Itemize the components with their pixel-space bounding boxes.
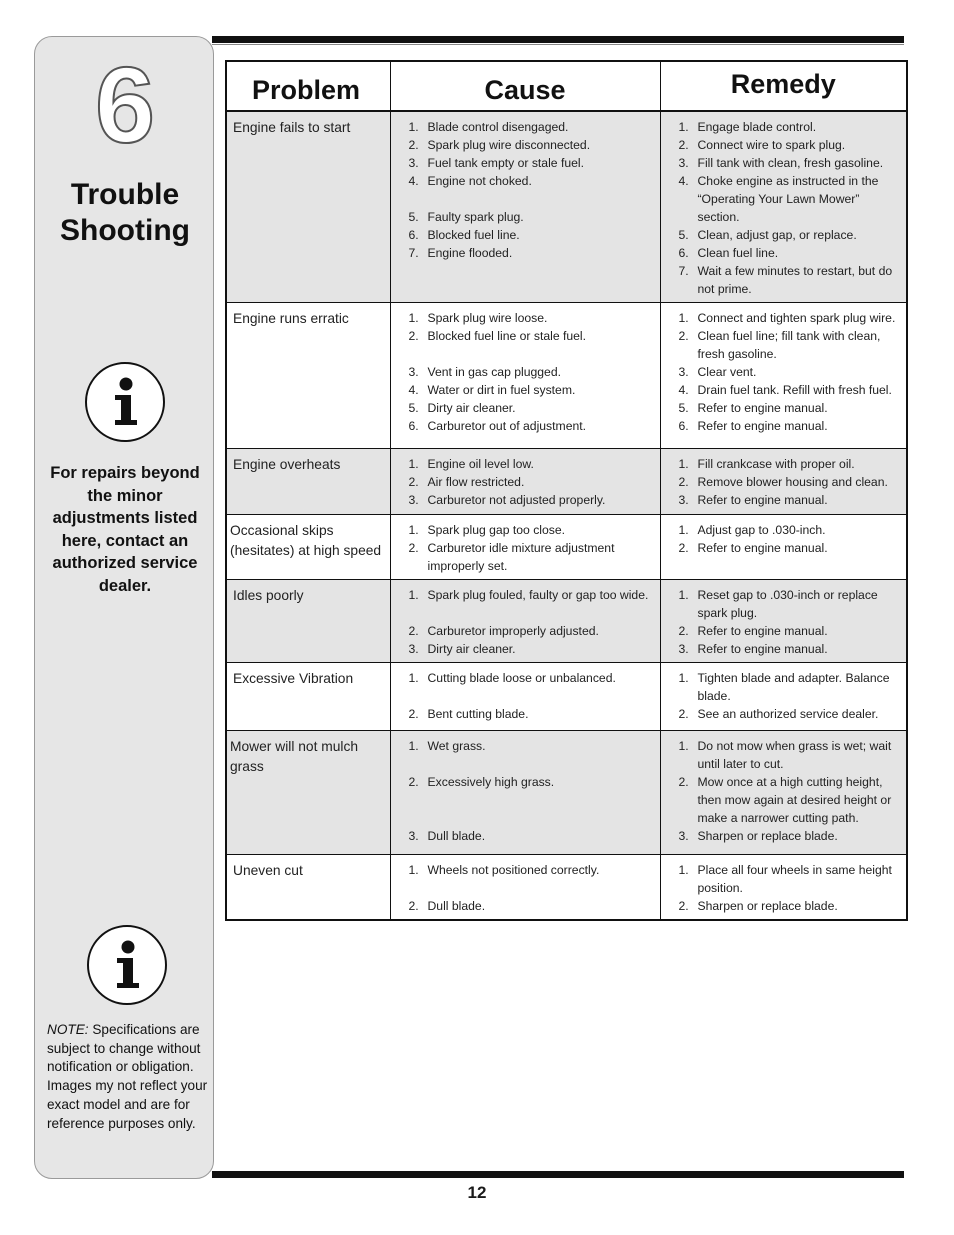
list-item: 3. Sharpen or replace blade.	[678, 829, 838, 843]
list-item: 2. See an authorized service dealer.	[678, 707, 879, 721]
list-item: 3. Fuel tank empty or stale fuel.	[408, 156, 584, 170]
problem-cell: Mower will not mulch grass	[226, 731, 390, 855]
repair-note: For repairs beyond the minor adjustments listed here, contact an authorized service dealer.	[50, 464, 200, 595]
chapter-number: 6	[94, 44, 156, 165]
remedy-cell	[660, 515, 907, 580]
table-header-row	[226, 61, 907, 111]
list-item: 4. Choke engine as instructed in the “Operating Your Lawn Mower” section.	[678, 174, 879, 224]
list-item: 5. Dirty air cleaner.	[408, 401, 516, 415]
cause-cell	[390, 663, 660, 731]
list-item: 1. Tighten blade and adapter. Balance blade.	[678, 671, 890, 703]
table-row	[226, 303, 907, 449]
list-item: 2. Connect wire to spark plug.	[678, 138, 846, 152]
remedy-cell	[660, 663, 907, 731]
list-item: 2. Blocked fuel line or stale fuel.	[408, 329, 587, 343]
list-item: 3. Dirty air cleaner.	[408, 642, 516, 656]
table-row	[226, 731, 907, 855]
cause-cell	[390, 515, 660, 580]
list-item: 1. Wet grass.	[408, 739, 486, 753]
list-item: 3. Vent in gas cap plugged.	[408, 365, 561, 379]
list-item: 1. Engine oil level low.	[408, 457, 534, 471]
list-item: 4. Engine not choked.	[408, 174, 532, 188]
list-item: 2. Refer to engine manual.	[678, 541, 828, 555]
page-number: 12	[467, 1183, 487, 1202]
list-item: 6. Refer to engine manual.	[678, 419, 828, 433]
remedy-cell	[660, 855, 907, 921]
remedy-cell	[660, 111, 907, 303]
problem-cell: Uneven cut	[226, 855, 390, 921]
remedy-cell	[660, 449, 907, 515]
chapter-title-line1: Trouble	[70, 178, 180, 211]
problem-cell: Excessive Vibration	[226, 663, 390, 731]
list-item: 7. Wait a few minutes to restart, but do not prime.	[678, 264, 893, 296]
list-item: 3. Carburetor not adjusted properly.	[408, 493, 606, 507]
info-icon	[87, 925, 167, 1005]
table-row	[226, 515, 907, 580]
problem-cell: Engine overheats	[226, 449, 390, 515]
header-cause: Cause	[390, 61, 660, 111]
problem-cell: Engine fails to start	[226, 111, 390, 303]
problem-cell: Idles poorly	[226, 580, 390, 663]
list-item: 3. Fill tank with clean, fresh gasoline.	[678, 156, 884, 170]
problem-cell: Engine runs erratic	[226, 303, 390, 449]
header-remedy: Remedy	[660, 61, 907, 111]
top-rule-shadow	[212, 44, 904, 45]
list-item: 5. Faulty spark plug.	[408, 210, 524, 224]
list-item: 2. Remove blower housing and clean.	[678, 475, 888, 489]
list-item: 1. Cutting blade loose or unbalanced.	[408, 671, 616, 685]
list-item: 3. Refer to engine manual.	[678, 493, 828, 507]
list-item: 5. Refer to engine manual.	[678, 401, 828, 415]
header-problem: Problem	[226, 61, 390, 111]
chapter-title-line2: Shooting	[60, 214, 190, 247]
list-item: 1. Reset gap to .030-inch or replace spark plug.	[678, 588, 878, 620]
list-item: 2. Air flow restricted.	[408, 475, 525, 489]
cause-cell	[390, 303, 660, 449]
specification-note	[47, 1021, 209, 1133]
list-item: 4. Water or dirt in fuel system.	[408, 383, 576, 397]
list-item: 6. Clean fuel line.	[678, 246, 779, 260]
troubleshooting-table	[225, 60, 908, 921]
list-item: 7. Engine flooded.	[408, 246, 513, 260]
list-item: 2. Dull blade.	[408, 899, 486, 913]
list-item: 1. Engage blade control.	[678, 120, 817, 134]
list-item: 4. Drain fuel tank. Refill with fresh fuel.	[678, 383, 892, 397]
list-item: 2. Spark plug wire disconnected.	[408, 138, 591, 152]
cause-cell	[390, 731, 660, 855]
cause-cell	[390, 855, 660, 921]
list-item: 2. Sharpen or replace blade.	[678, 899, 838, 913]
problem-cell: Occasional skips (hesitates) at high speed	[226, 515, 390, 580]
remedy-cell	[660, 303, 907, 449]
list-item: 1. Adjust gap to .030-inch.	[678, 523, 826, 537]
chapter-title	[35, 177, 215, 249]
list-item: 1. Place all four wheels in same height position.	[678, 863, 892, 895]
note-label: NOTE:	[47, 1022, 89, 1037]
table-row	[226, 449, 907, 515]
list-item: 1. Spark plug gap too close.	[408, 523, 566, 537]
table-row	[226, 580, 907, 663]
list-item: 2. Refer to engine manual.	[678, 624, 828, 638]
list-item: 3. Dull blade.	[408, 829, 486, 843]
remedy-cell	[660, 580, 907, 663]
list-item: 2. Carburetor improperly adjusted.	[408, 624, 599, 638]
list-item: 2. Clean fuel line; fill tank with clean, fresh gasoline.	[678, 329, 881, 361]
table-row	[226, 855, 907, 921]
cause-cell	[390, 449, 660, 515]
cause-cell	[390, 580, 660, 663]
top-rule	[212, 36, 904, 43]
list-item: 5. Clean, adjust gap, or replace.	[678, 228, 857, 242]
list-item: 1. Blade control disengaged.	[408, 120, 569, 134]
list-item: 2. Bent cutting blade.	[408, 707, 529, 721]
list-item: 1. Fill crankcase with proper oil.	[678, 457, 855, 471]
table-row	[226, 111, 907, 303]
list-item: 1. Spark plug fouled, faulty or gap too wide.	[408, 588, 649, 602]
list-item: 1. Do not mow when grass is wet; wait until later to cut.	[678, 739, 892, 771]
list-item: 2. Mow once at a high cutting height, then mow again at desired height or make a narrower cutting path.	[678, 775, 892, 825]
remedy-cell	[660, 731, 907, 855]
list-item: 2. Excessively high grass.	[408, 775, 555, 789]
cause-cell	[390, 111, 660, 303]
list-item: 6. Carburetor out of adjustment.	[408, 419, 587, 433]
list-item: 1. Wheels not positioned correctly.	[408, 863, 600, 877]
list-item: 3. Refer to engine manual.	[678, 642, 828, 656]
list-item: 1. Spark plug wire loose.	[408, 311, 548, 325]
list-item: 1. Connect and tighten spark plug wire.	[678, 311, 896, 325]
table-row	[226, 663, 907, 731]
info-icon	[85, 362, 165, 442]
list-item: 6. Blocked fuel line.	[408, 228, 520, 242]
note-text: Specifications are subject to change without notification or obligation. Images my not reflect your exact model and are for reference purposes only.	[47, 1022, 208, 1131]
list-item: 3. Clear vent.	[678, 365, 757, 379]
list-item: 2. Carburetor idle mixture adjustment improperly set.	[408, 541, 615, 573]
bottom-rule	[212, 1171, 904, 1178]
chapter-sidebar	[34, 36, 214, 1179]
